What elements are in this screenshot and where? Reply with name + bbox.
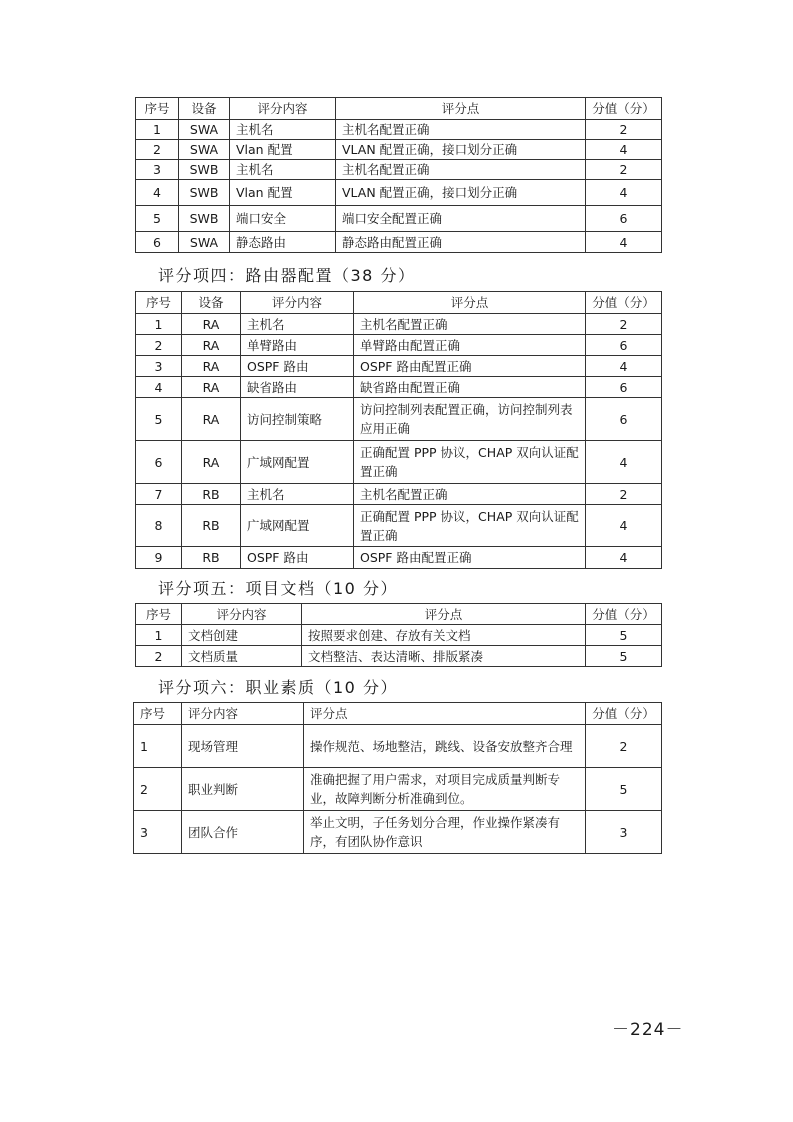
cell-criteria: OSPF 路由配置正确	[354, 356, 586, 377]
cell-criteria: OSPF 路由配置正确	[354, 547, 586, 569]
cell-content: 文档质量	[182, 646, 302, 667]
cell-index: 1	[134, 725, 182, 768]
project-docs-table	[135, 603, 662, 667]
table-header-row	[134, 703, 662, 725]
cell-device: SWA	[179, 120, 230, 140]
table-row	[134, 725, 662, 768]
cell-criteria: 按照要求创建、存放有关文档	[302, 625, 586, 646]
cell-index: 3	[136, 356, 182, 377]
col-header-device: 设备	[179, 98, 230, 120]
cell-score: 4	[586, 441, 662, 484]
col-header-content: 评分内容	[241, 292, 354, 314]
cell-score: 3	[586, 811, 662, 854]
cell-content: 单臂路由	[241, 335, 354, 356]
professional-quality-table	[133, 702, 662, 854]
col-header-content: 评分内容	[182, 604, 302, 625]
table-header-row	[136, 98, 662, 120]
cell-device: SWB	[179, 180, 230, 206]
cell-device: SWB	[179, 160, 230, 180]
cell-index: 1	[136, 120, 179, 140]
col-header-content: 评分内容	[182, 703, 304, 725]
table-row	[136, 646, 662, 667]
cell-score: 5	[586, 646, 662, 667]
col-header-index: 序号	[136, 98, 179, 120]
table-row	[136, 484, 662, 505]
col-header-index: 序号	[136, 292, 182, 314]
cell-score: 4	[586, 232, 662, 253]
col-header-index: 序号	[134, 703, 182, 725]
table-row	[136, 547, 662, 569]
cell-device: RA	[182, 377, 241, 398]
page-number: －224－	[612, 1020, 684, 1040]
cell-index: 7	[136, 484, 182, 505]
cell-index: 3	[136, 160, 179, 180]
cell-content: Vlan 配置	[230, 140, 336, 160]
cell-score: 2	[586, 484, 662, 505]
cell-score: 2	[586, 725, 662, 768]
cell-content: 主机名	[230, 160, 336, 180]
cell-device: RA	[182, 398, 241, 441]
cell-criteria: 缺省路由配置正确	[354, 377, 586, 398]
cell-index: 6	[136, 441, 182, 484]
cell-criteria: 正确配置 PPP 协议，CHAP 双向认证配置正确	[354, 441, 586, 484]
cell-score: 6	[586, 398, 662, 441]
cell-index: 1	[136, 314, 182, 335]
cell-index: 9	[136, 547, 182, 569]
switch-config-table	[135, 97, 662, 253]
cell-criteria: VLAN 配置正确，接口划分正确	[336, 180, 586, 206]
table-row	[136, 505, 662, 547]
cell-content: OSPF 路由	[241, 547, 354, 569]
cell-criteria: 主机名配置正确	[354, 484, 586, 505]
cell-score: 4	[586, 356, 662, 377]
cell-score: 2	[586, 160, 662, 180]
col-header-criteria: 评分点	[304, 703, 586, 725]
table-row	[134, 811, 662, 854]
cell-criteria: 正确配置 PPP 协议，CHAP 双向认证配置正确	[354, 505, 586, 547]
section-title-router-config: 评分项四：路由器配置（38 分）	[158, 266, 416, 285]
col-header-content: 评分内容	[230, 98, 336, 120]
table-row	[136, 180, 662, 206]
table-row	[136, 232, 662, 253]
router-config-table	[135, 291, 662, 569]
cell-criteria: 主机名配置正确	[336, 120, 586, 140]
cell-content: 广域网配置	[241, 505, 354, 547]
col-header-device: 设备	[182, 292, 241, 314]
table-row	[136, 441, 662, 484]
cell-criteria: 主机名配置正确	[336, 160, 586, 180]
cell-score: 2	[586, 120, 662, 140]
cell-device: RB	[182, 547, 241, 569]
cell-device: RA	[182, 441, 241, 484]
cell-index: 2	[136, 335, 182, 356]
cell-content: OSPF 路由	[241, 356, 354, 377]
cell-score: 4	[586, 140, 662, 160]
cell-index: 1	[136, 625, 182, 646]
cell-content: 访问控制策略	[241, 398, 354, 441]
cell-score: 4	[586, 547, 662, 569]
cell-score: 2	[586, 314, 662, 335]
cell-index: 2	[136, 140, 179, 160]
cell-device: SWA	[179, 232, 230, 253]
cell-content: Vlan 配置	[230, 180, 336, 206]
cell-criteria: 文档整洁、表达清晰、排版紧凑	[302, 646, 586, 667]
cell-score: 6	[586, 335, 662, 356]
table-row	[136, 314, 662, 335]
cell-content: 静态路由	[230, 232, 336, 253]
table-row	[136, 206, 662, 232]
cell-device: RA	[182, 356, 241, 377]
cell-content: 广域网配置	[241, 441, 354, 484]
col-header-index: 序号	[136, 604, 182, 625]
cell-index: 4	[136, 180, 179, 206]
col-header-score: 分值（分）	[586, 703, 662, 725]
col-header-score: 分值（分）	[586, 292, 662, 314]
cell-content: 端口安全	[230, 206, 336, 232]
cell-content: 现场管理	[182, 725, 304, 768]
cell-criteria: 端口安全配置正确	[336, 206, 586, 232]
table-row	[136, 625, 662, 646]
cell-criteria: 单臂路由配置正确	[354, 335, 586, 356]
table-row	[136, 120, 662, 140]
cell-score: 5	[586, 768, 662, 811]
cell-device: RA	[182, 335, 241, 356]
cell-criteria: 操作规范、场地整洁，跳线、设备安放整齐合理	[304, 725, 586, 768]
cell-criteria: 举止文明，子任务划分合理，作业操作紧凑有序，有团队协作意识	[304, 811, 586, 854]
table-row	[134, 768, 662, 811]
cell-index: 2	[136, 646, 182, 667]
cell-criteria: 静态路由配置正确	[336, 232, 586, 253]
cell-criteria: 访问控制列表配置正确，访问控制列表应用正确	[354, 398, 586, 441]
cell-index: 5	[136, 206, 179, 232]
table-row	[136, 356, 662, 377]
table-header-row	[136, 604, 662, 625]
cell-content: 缺省路由	[241, 377, 354, 398]
cell-device: RB	[182, 505, 241, 547]
table-row	[136, 398, 662, 441]
cell-device: RA	[182, 314, 241, 335]
cell-index: 6	[136, 232, 179, 253]
cell-criteria: 主机名配置正确	[354, 314, 586, 335]
table-row	[136, 140, 662, 160]
cell-device: SWB	[179, 206, 230, 232]
cell-content: 文档创建	[182, 625, 302, 646]
table-header-row	[136, 292, 662, 314]
col-header-score: 分值（分）	[586, 604, 662, 625]
cell-score: 4	[586, 180, 662, 206]
cell-score: 6	[586, 206, 662, 232]
col-header-criteria: 评分点	[336, 98, 586, 120]
cell-index: 8	[136, 505, 182, 547]
cell-content: 主机名	[241, 484, 354, 505]
cell-content: 职业判断	[182, 768, 304, 811]
table-row	[136, 160, 662, 180]
col-header-criteria: 评分点	[354, 292, 586, 314]
cell-device: SWA	[179, 140, 230, 160]
cell-index: 3	[134, 811, 182, 854]
cell-content: 主机名	[241, 314, 354, 335]
table-row	[136, 335, 662, 356]
section-title-project-docs: 评分项五：项目文档（10 分）	[158, 579, 398, 598]
cell-score: 4	[586, 505, 662, 547]
cell-score: 6	[586, 377, 662, 398]
cell-criteria: 准确把握了用户需求，对项目完成质量判断专业，故障判断分析准确到位。	[304, 768, 586, 811]
col-header-criteria: 评分点	[302, 604, 586, 625]
cell-device: RB	[182, 484, 241, 505]
cell-content: 团队合作	[182, 811, 304, 854]
cell-score: 5	[586, 625, 662, 646]
cell-index: 4	[136, 377, 182, 398]
cell-criteria: VLAN 配置正确，接口划分正确	[336, 140, 586, 160]
col-header-score: 分值（分）	[586, 98, 662, 120]
cell-content: 主机名	[230, 120, 336, 140]
cell-index: 5	[136, 398, 182, 441]
section-title-professional-quality: 评分项六：职业素质（10 分）	[158, 678, 398, 697]
cell-index: 2	[134, 768, 182, 811]
table-row	[136, 377, 662, 398]
